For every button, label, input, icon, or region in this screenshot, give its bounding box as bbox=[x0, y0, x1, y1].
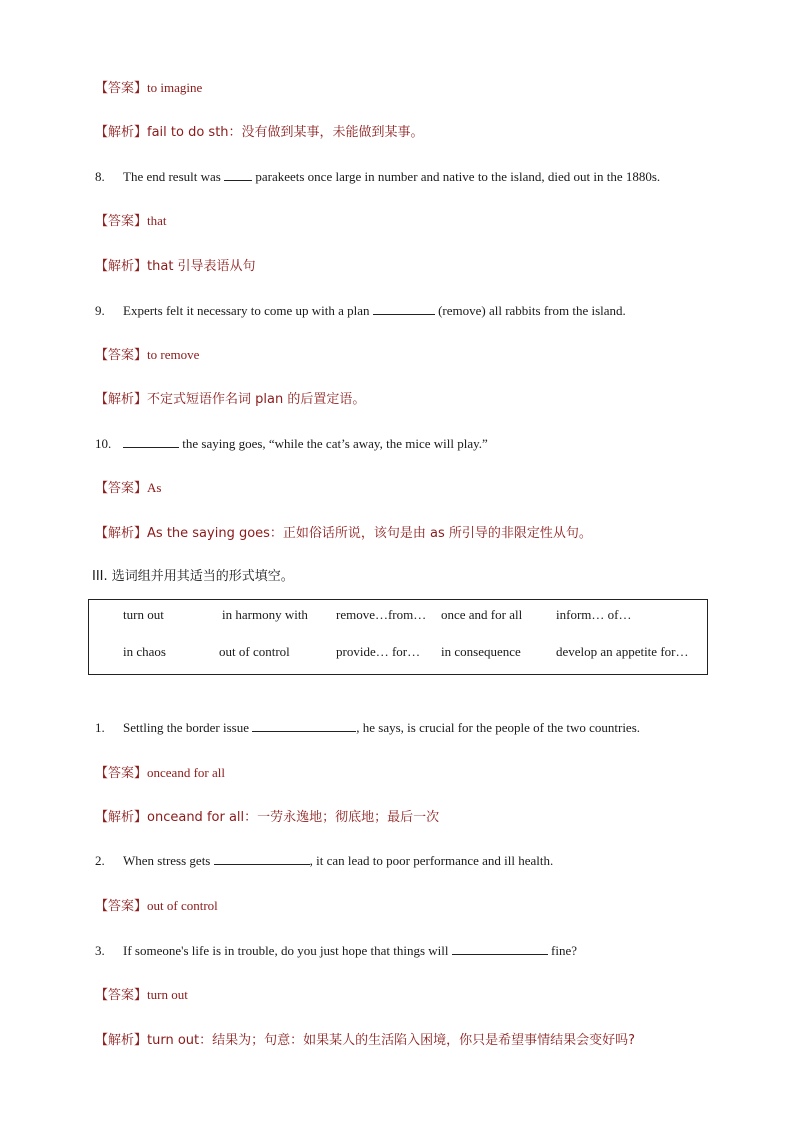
answer-tag: 【答案】 bbox=[95, 348, 148, 363]
phrase: in consequence bbox=[441, 644, 521, 659]
answer-text: As bbox=[147, 480, 162, 495]
question-8 bbox=[95, 168, 660, 186]
question-text: When stress gets bbox=[123, 853, 211, 868]
answer-line-s3-3 bbox=[95, 986, 188, 1005]
question-number: 3. bbox=[95, 943, 105, 958]
phrase: out of control bbox=[219, 644, 290, 659]
question-text: Experts felt it necessary to come up with a plan bbox=[123, 303, 370, 318]
phrase: in harmony with bbox=[222, 607, 308, 622]
phrase: turn out bbox=[123, 607, 164, 622]
answer-tag: 【答案】 bbox=[95, 481, 148, 496]
section-heading: III. 选词组并用其适当的形式填空。 bbox=[92, 569, 294, 584]
explanation-text: fail to do sth：没有做到某事，未能做到某事。 bbox=[147, 125, 424, 140]
answer-text: out of control bbox=[147, 898, 218, 913]
answer-tag: 【答案】 bbox=[95, 766, 148, 781]
question-text: , it can lead to poor performance and ill health. bbox=[309, 853, 554, 868]
explanation-text: turn out：结果为；句意：如果某人的生活陷入困境，你只是希望事情结果会变好吗? bbox=[147, 1033, 636, 1048]
answer-line-s3-1 bbox=[95, 764, 225, 783]
phrase: inform… of… bbox=[556, 607, 632, 622]
question-text: , he says, is crucial for the people of the two countries. bbox=[356, 720, 641, 735]
answer-tag: 【答案】 bbox=[95, 899, 148, 914]
phrase: develop an appetite for… bbox=[556, 644, 689, 659]
answer-tag: 【答案】 bbox=[95, 214, 148, 229]
blank-field[interactable] bbox=[373, 302, 435, 315]
explanation-line-s3-3 bbox=[95, 1031, 635, 1050]
phrase: provide… for… bbox=[336, 644, 421, 659]
question-number: 1. bbox=[95, 720, 105, 735]
answer-text: to imagine bbox=[147, 80, 203, 95]
phrase-box bbox=[88, 599, 708, 675]
question-text: the saying goes, “while the cat’s away, the mice will play.” bbox=[182, 436, 488, 451]
question-text: parakeets once large in number and native to the island, died out in the 1880s. bbox=[255, 169, 661, 184]
question-text: fine? bbox=[551, 943, 577, 958]
answer-text: to remove bbox=[147, 347, 200, 362]
answer-tag: 【答案】 bbox=[95, 81, 148, 96]
phrase: in chaos bbox=[123, 644, 166, 659]
explanation-line-10 bbox=[95, 524, 592, 543]
answer-line-7 bbox=[95, 79, 202, 98]
answer-text: that bbox=[147, 213, 167, 228]
question-text: The end result was bbox=[123, 169, 221, 184]
explanation-tag: 【解析】 bbox=[95, 392, 148, 407]
explanation-tag: 【解析】 bbox=[95, 526, 148, 541]
explanation-line-9 bbox=[95, 390, 365, 409]
explanation-line-7 bbox=[95, 123, 424, 142]
explanation-tag: 【解析】 bbox=[95, 125, 148, 140]
question-text: Settling the border issue bbox=[123, 720, 250, 735]
question-number: 2. bbox=[95, 853, 105, 868]
explanation-tag: 【解析】 bbox=[95, 810, 148, 825]
question-s3-3 bbox=[95, 942, 577, 960]
blank-field[interactable] bbox=[123, 435, 179, 448]
explanation-text: that 引导表语从句 bbox=[147, 259, 256, 274]
explanation-tag: 【解析】 bbox=[95, 1033, 148, 1048]
question-text: (remove) all rabbits from the island. bbox=[438, 303, 626, 318]
explanation-line-s3-1 bbox=[95, 808, 439, 827]
answer-line-8 bbox=[95, 212, 167, 231]
question-s3-2 bbox=[95, 852, 553, 870]
explanation-tag: 【解析】 bbox=[95, 259, 148, 274]
question-number: 8. bbox=[95, 169, 105, 184]
answer-text: onceand for all bbox=[147, 765, 225, 780]
answer-tag: 【答案】 bbox=[95, 988, 148, 1003]
answer-line-10 bbox=[95, 479, 161, 498]
phrase: once and for all bbox=[441, 607, 523, 622]
answer-text: turn out bbox=[147, 987, 188, 1002]
phrase: remove…from… bbox=[336, 607, 427, 622]
question-text: If someone's life is in trouble, do you just hope that things will bbox=[123, 943, 449, 958]
question-9 bbox=[95, 302, 626, 320]
blank-field[interactable] bbox=[214, 852, 310, 865]
answer-line-s3-2 bbox=[95, 897, 218, 916]
question-s3-1 bbox=[95, 719, 640, 737]
explanation-text: onceand for all：一劳永逸地；彻底地；最后一次 bbox=[147, 810, 440, 825]
blank-field[interactable] bbox=[252, 719, 356, 732]
answer-line-9 bbox=[95, 346, 199, 365]
question-number: 9. bbox=[95, 303, 105, 318]
blank-field[interactable] bbox=[224, 168, 252, 181]
explanation-text: 不定式短语作名词 plan 的后置定语。 bbox=[147, 392, 366, 407]
explanation-line-8 bbox=[95, 257, 256, 276]
question-10 bbox=[95, 435, 488, 453]
explanation-text: As the saying goes：正如俗话所说，该句是由 as 所引导的非限定性从句。 bbox=[147, 526, 592, 541]
blank-field[interactable] bbox=[452, 942, 548, 955]
question-number: 10. bbox=[95, 436, 112, 451]
